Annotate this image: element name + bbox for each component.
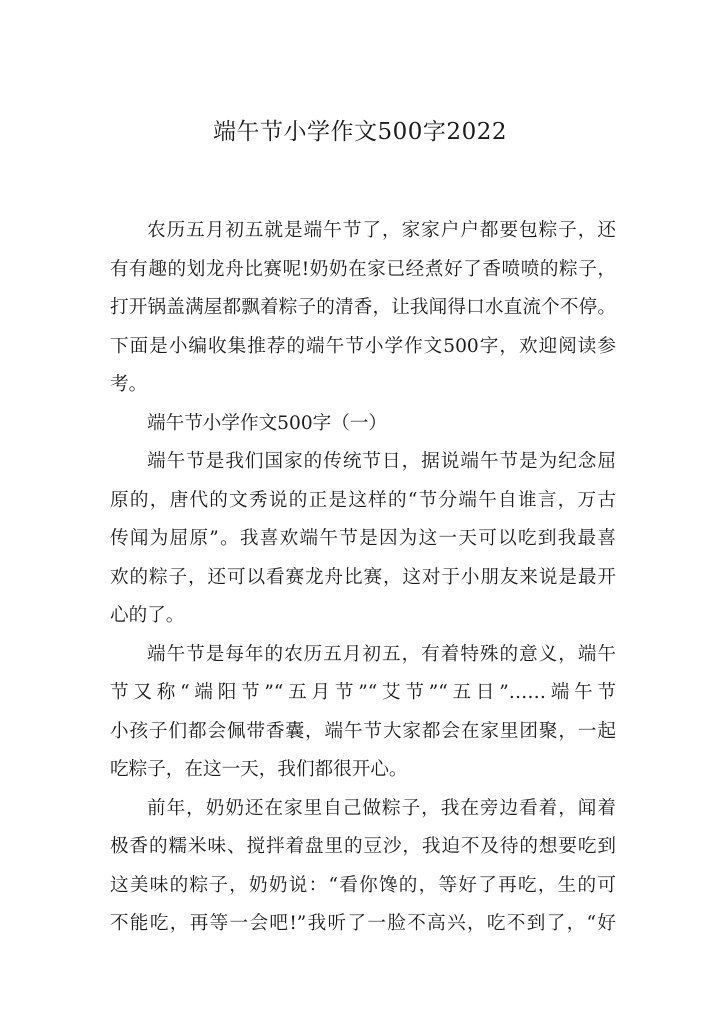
- text-line: 不能吃，再等一会吧!”我听了一脸不高兴，吃不到了，“好: [110, 913, 616, 934]
- text-line: 欢的粽子，还可以看赛龙舟比赛，这对于小朋友来说是最开: [110, 566, 616, 588]
- text-line: 下面是小编收集推荐的端午节小学作文500字，欢迎阅读参: [110, 335, 616, 357]
- text-line: 打开锅盖满屋都飘着粽子的清香，让我闻得口水直流个不停。: [110, 297, 616, 318]
- text-line: 农历五月初五就是端午节了，家家户户都要包粽子，还: [147, 220, 616, 241]
- text-line: 端午节小学作文500字（一）: [147, 412, 388, 434]
- document-title: 端午节小学作文500字2022: [213, 119, 507, 145]
- text-line: 吃粽子，在这一天，我们都很开心。: [110, 759, 408, 780]
- text-line: 有有趣的划龙舟比赛呢!奶奶在家已经煮好了香喷喷的粽子，: [110, 258, 616, 280]
- text-line: 考。: [110, 374, 148, 395]
- text-line: 前年，奶奶还在家里自己做粽子，我在旁边看着，闻着: [147, 797, 616, 819]
- text-line: 原的，唐代的文秀说的正是这样的“节分端午自谁言，万古: [110, 489, 616, 511]
- text-line: 传闻为屈原”。我喜欢端午节是因为这一天可以吃到我最喜: [110, 528, 616, 549]
- text-line: 小孩子们都会佩带香囊，端午节大家都会在家里团聚，一起: [110, 720, 616, 742]
- text-line: 极香的糯米味、搅拌着盘里的豆沙，我迫不及待的想要吃到: [110, 836, 616, 857]
- text-line: 端午节是每年的农历五月初五，有着特殊的意义，端午: [147, 643, 616, 665]
- text-line: 端午节是我们国家的传统节日，据说端午节是为纪念屈: [147, 451, 616, 472]
- text-line: 心的了。: [110, 605, 185, 626]
- text-line: 这美味的粽子，奶奶说：“看你馋的，等好了再吃，生的可: [110, 874, 616, 896]
- text-line: 节又称“端阳节”“五月节”“艾节”“五日”……端午节: [110, 682, 616, 703]
- document-body: [110, 212, 616, 944]
